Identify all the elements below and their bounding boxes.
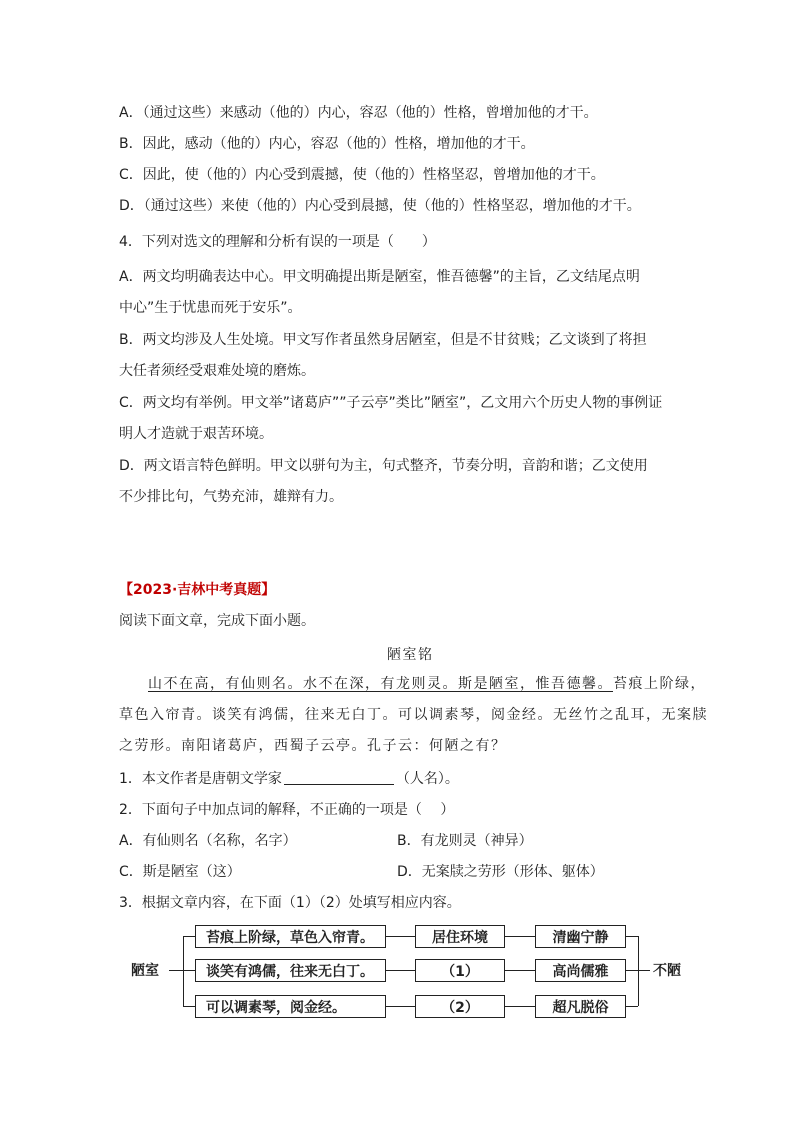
right-bracket-mid xyxy=(626,970,638,971)
q1-suffix: （人名）。 xyxy=(395,771,459,787)
q4-option-a-line2: 中心”生于忧患而死于安乐”。 xyxy=(119,300,302,316)
poem-line-1-tail: 苔痕上阶绿， xyxy=(613,676,706,692)
left-bracket-bottom xyxy=(183,1006,195,1007)
answer-box-1[interactable]: （1） xyxy=(415,959,505,982)
right-bracket-stem xyxy=(638,970,650,971)
connector xyxy=(505,970,535,971)
right-bracket xyxy=(638,936,639,1006)
poem-line-1 xyxy=(148,674,706,694)
q1-line xyxy=(119,769,459,789)
poem-underlined-text: 山不在高，有仙则名。水不在深，有龙则灵。斯是陋室，惟吾德馨。 xyxy=(148,676,613,692)
q3-option-b: B．因此，感动（他的）内心，容忍（他的）性格，增加他的才干。 xyxy=(119,136,535,152)
poem-title: 陋室铭 xyxy=(387,647,434,663)
middle-box-1: 居住环境 xyxy=(415,925,505,948)
q3-stem: 3．根据文章内容，在下面（1）（2）处填写相应内容。 xyxy=(119,895,461,911)
q3-option-c: C．因此，使（他的）内心受到震撼，使（他的）性格坚忍，曾增加他的才干。 xyxy=(119,167,605,183)
left-bracket-stem xyxy=(169,970,183,971)
source-label: 【2023·吉林中考真题】 xyxy=(119,582,276,598)
q4-option-a-line1: A．两文均明确表达中心。甲文明确提出斯是陋室，惟吾德馨”的主旨，乙文结尾点明 xyxy=(119,269,640,285)
quote-box-3: 可以调素琴，阅金经。 xyxy=(195,995,386,1018)
q3-option-d: D．（通过这些）来使（他的）内心受到晨撼，使（他的）性格坚忍，增加他的才干。 xyxy=(119,198,641,214)
right-bracket-top xyxy=(626,936,638,937)
right-bracket-bottom xyxy=(626,1006,638,1007)
poem-line-3: 之劳形。南阳诸葛庐，西蜀子云亭。孔子云：何陋之有？ xyxy=(119,738,507,754)
q4-stem: 4．下列对选文的理解和分析有误的一项是（ ） xyxy=(119,234,436,250)
left-bracket-mid xyxy=(183,970,195,971)
q4-option-c-line2: 明人才造就于艰苦环境。 xyxy=(119,426,273,442)
q4-option-b-line2: 大任者须经受艰难处境的磨炼。 xyxy=(119,363,315,379)
quote-box-1: 苔痕上阶绿，草色入帘青。 xyxy=(195,925,386,948)
connector xyxy=(386,936,415,937)
poem-line-2: 草色入帘青。谈笑有鸿儒，往来无白丁。可以调素琴，阅金经。无丝竹之乱耳，无案牍 xyxy=(119,707,708,723)
result-box-2: 高尚儒雅 xyxy=(535,959,626,982)
q4-option-c-line1: C．两文均有举例。甲文举”诸葛庐””子云亭”类比”陋室”，乙文用六个历史人物的事例证 xyxy=(119,395,663,411)
q3-option-a: A．（通过这些）来感动（他的）内心，容忍（他的）性格，曾增加他的才干。 xyxy=(119,105,598,121)
connector xyxy=(505,1006,535,1007)
q2-option-a: A．有仙则名（名称，名字） xyxy=(119,833,297,849)
answer-box-2[interactable]: （2） xyxy=(415,995,505,1018)
q4-option-b-line1: B．两文均涉及人生处境。甲文写作者虽然身居陋室，但是不甘贫贱；乙文谈到了将担 xyxy=(119,332,647,348)
instruction-text: 阅读下面文章，完成下面小题。 xyxy=(119,613,315,629)
q4-option-d-line2: 不少排比句，气势充沛，雄辩有力。 xyxy=(119,489,343,505)
q4-option-d-line1: D．两文语言特色鲜明。甲文以骈句为主，句式整齐，节奏分明，音韵和谐；乙文使用 xyxy=(119,458,648,474)
left-bracket xyxy=(183,936,184,1006)
connector xyxy=(386,1006,415,1007)
q2-option-b: B．有龙则灵（神异） xyxy=(397,833,533,849)
q1-answer-blank[interactable] xyxy=(284,770,394,785)
connector xyxy=(386,970,415,971)
diagram-right-label: 不陋 xyxy=(653,963,681,979)
connector xyxy=(505,936,535,937)
q2-stem: 2．下面句子中加点词的解释，不正确的一项是（ ） xyxy=(119,802,455,818)
left-bracket-top xyxy=(183,936,195,937)
q1-text: 1．本文作者是唐朝文学家 xyxy=(119,771,282,787)
quote-box-2: 谈笑有鸿儒，往来无白丁。 xyxy=(195,959,386,982)
q2-option-c: C．斯是陋室（这） xyxy=(119,864,241,880)
q2-option-d: D．无案牍之劳形（形体、躯体） xyxy=(397,864,604,880)
result-box-1: 清幽宁静 xyxy=(535,925,626,948)
diagram-left-label: 陋室 xyxy=(131,963,159,979)
result-box-3: 超凡脱俗 xyxy=(535,995,626,1018)
